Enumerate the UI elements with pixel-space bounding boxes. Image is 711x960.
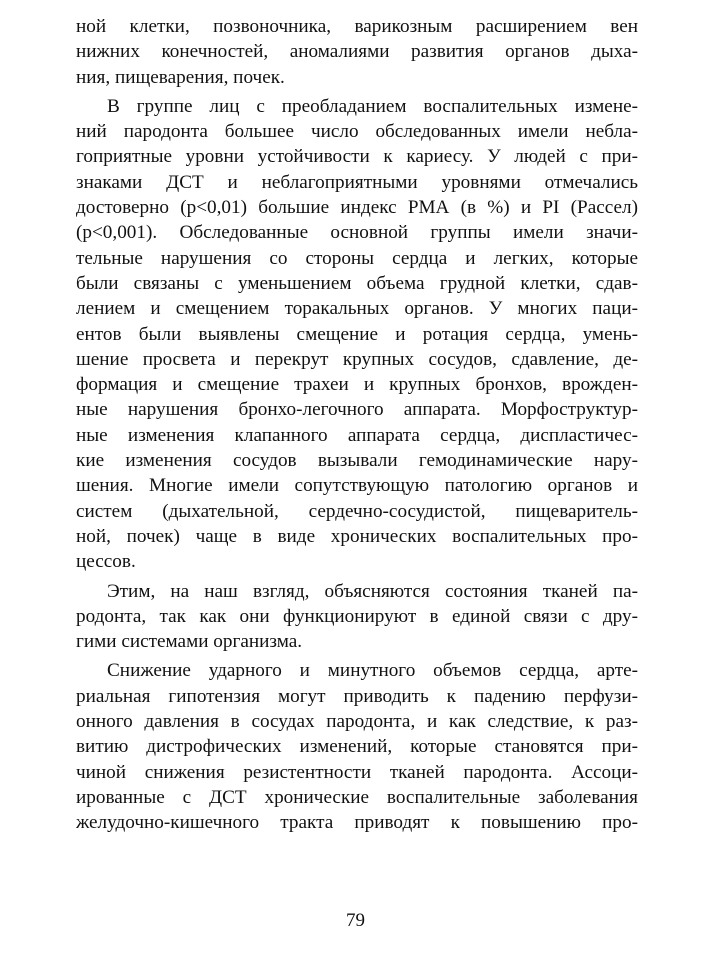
text-line: лением и смещением торакальных органов. У многих паци- xyxy=(76,298,638,320)
text-line: шение просвета и перекрут крупных сосудов, сдавление, де- xyxy=(76,348,638,370)
paragraph-2 xyxy=(76,94,638,575)
text-line: нижних конечностей, аномалиями развития органов дыха- xyxy=(76,41,638,63)
text-line: ния, пищеварения, почек. xyxy=(76,66,285,88)
text-line: ированные с ДСТ хронические воспалительные заболевания xyxy=(76,786,638,808)
paragraph-4 xyxy=(76,658,638,835)
paragraph-1 xyxy=(76,14,638,90)
text-line: онного давления в сосудах пародонта, и как следствие, к раз- xyxy=(76,711,638,733)
text-line: гоприятные уровни устойчивости к кариесу. У людей с при- xyxy=(76,146,638,168)
text-line: родонта, так как они функционируют в единой связи с дру- xyxy=(76,605,638,627)
text-line: достоверно (р<0,01) большие индекс РМА (в %) и PI (Рассел) xyxy=(76,197,638,219)
text-line: Этим, на наш взгляд, объясняются состояния тканей па- xyxy=(107,580,638,602)
page-number: 79 xyxy=(346,910,365,931)
text-line: систем (дыхательной, сердечно-сосудистой, пищеваритель- xyxy=(76,500,638,522)
text-line: чиной снижения резистентности тканей пародонта. Ассоци- xyxy=(76,761,638,783)
text-line: ентов были выявлены смещение и ротация сердца, умень- xyxy=(76,323,638,345)
text-line: витию дистрофических изменений, которые становятся при- xyxy=(76,736,638,758)
text-line: тельные нарушения со стороны сердца и легких, которые xyxy=(76,247,638,269)
text-line: риальная гипотензия могут приводить к падению перфузи- xyxy=(76,685,638,707)
text-line: Снижение ударного и минутного объемов сердца, арте- xyxy=(107,660,638,682)
paragraph-3 xyxy=(76,579,638,655)
text-line: формация и смещение трахеи и крупных бронхов, врожден- xyxy=(76,374,638,396)
text-line: ной, почек) чаще в виде хронических воспалительных про- xyxy=(76,525,638,547)
text-line: (р<0,001). Обследованные основной группы имели значи- xyxy=(76,222,638,244)
text-line: кие изменения сосудов вызывали гемодинамические нару- xyxy=(76,450,638,472)
text-line: гими системами организма. xyxy=(76,631,303,653)
page-body xyxy=(76,14,638,836)
text-line: желудочно-кишечного тракта приводят к повышению про- xyxy=(76,812,638,834)
text-line: В группе лиц с преобладанием воспалительных измене- xyxy=(107,95,638,117)
text-line: ний пародонта большее число обследованных имели небла- xyxy=(76,121,638,143)
text-line: шения. Многие имели сопутствующую патологию органов и xyxy=(76,475,638,497)
text-line: ные изменения клапанного аппарата сердца, диспластичес- xyxy=(76,424,638,446)
text-line: цессов. xyxy=(76,551,136,573)
text-line: были связаны с уменьшением объема грудной клетки, сдав- xyxy=(76,272,638,294)
text-line: ной клетки, позвоночника, варикозным расширением вен xyxy=(76,16,638,37)
text-line: ные нарушения бронхо-легочного аппарата. Морфоструктур- xyxy=(76,399,638,421)
text-line: знаками ДСТ и неблагоприятными уровнями отмечались xyxy=(76,171,638,193)
